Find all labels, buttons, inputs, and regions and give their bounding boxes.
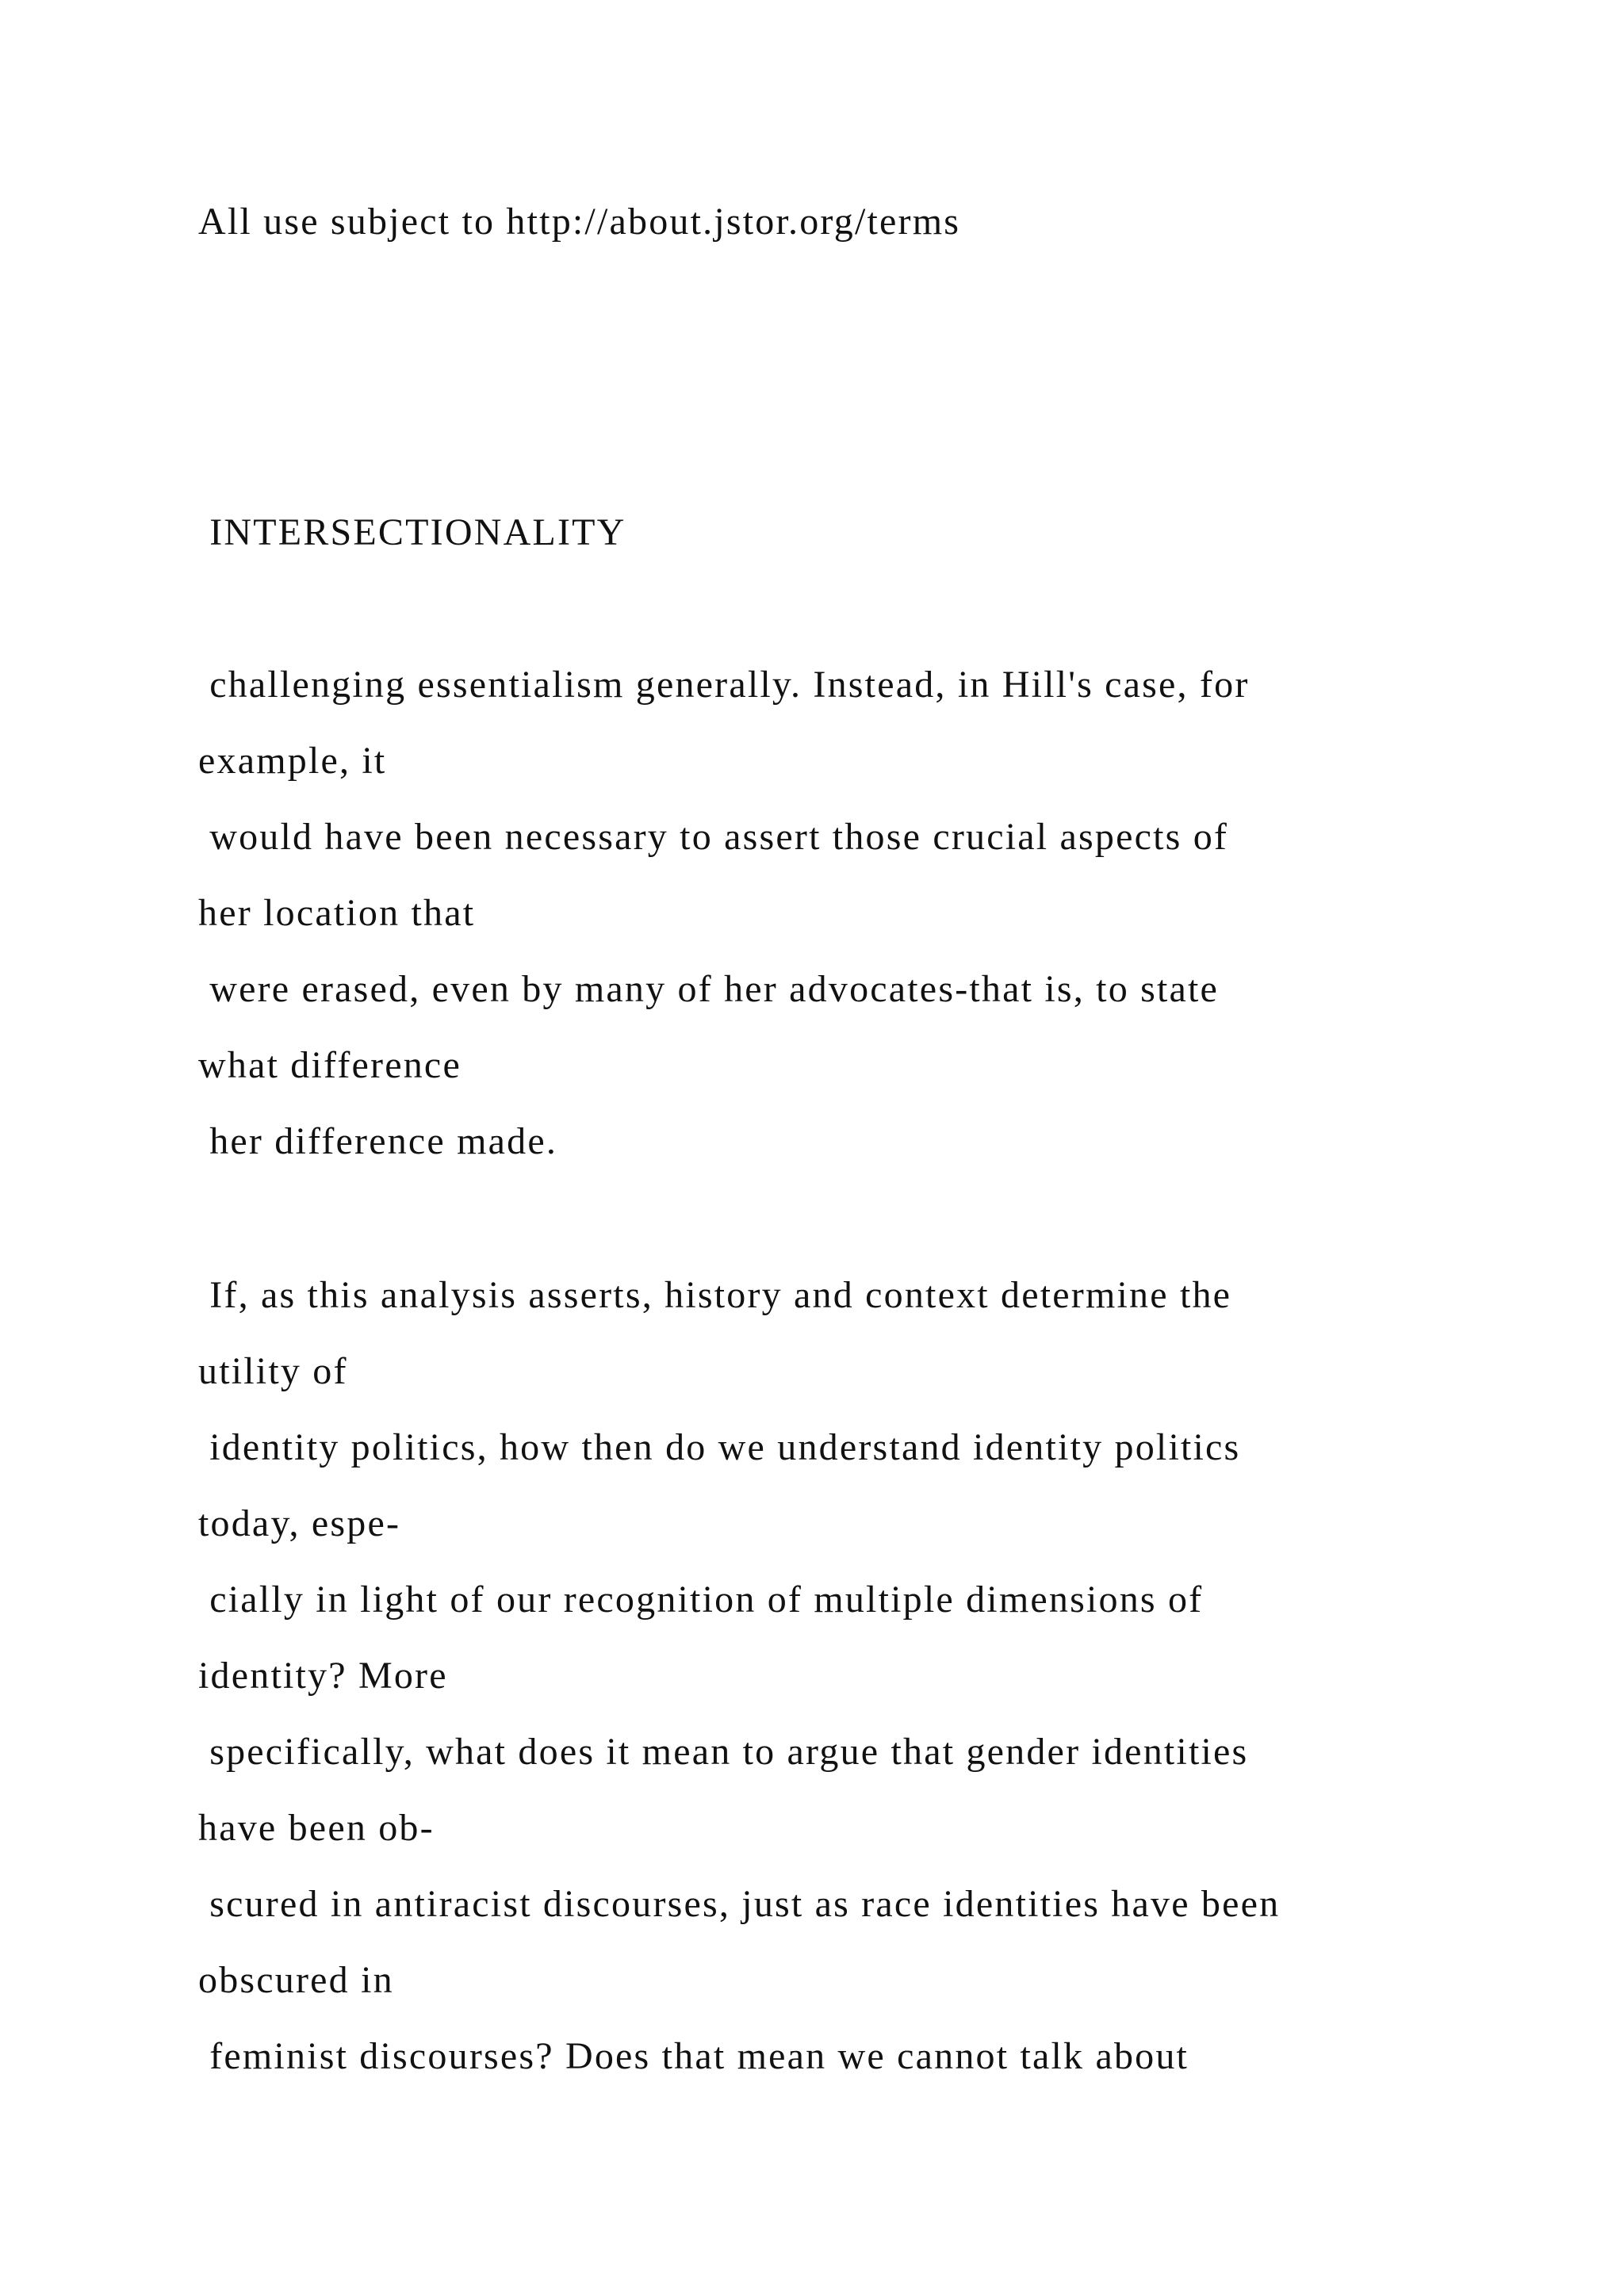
text-line: scured in antiracist discourses, just as race identities have been (198, 1883, 1281, 1925)
text-line: today, espe- (198, 1502, 401, 1544)
jstor-terms-line: All use subject to http://about.jstor.org/terms (198, 201, 961, 243)
text-line: If, as this analysis asserts, history and context determine the (198, 1274, 1232, 1316)
text-line: were erased, even by many of her advocates-that is, to state (198, 968, 1220, 1010)
text-line: example, it (198, 740, 387, 782)
text-line: her location that (198, 892, 476, 934)
text-line: would have been necessary to assert those crucial aspects of (198, 816, 1229, 858)
text-line: her difference made. (198, 1120, 558, 1162)
text-line: utility of (198, 1350, 348, 1392)
text-line: identity politics, how then do we understand identity politics (198, 1426, 1241, 1468)
text-line: obscured in (198, 1959, 394, 2001)
section-heading: INTERSECTIONALITY (198, 511, 626, 553)
text-line: challenging essentialism generally. Instead, in Hill's case, for (198, 664, 1250, 706)
text-line: identity? More (198, 1655, 448, 1697)
text-line: what difference (198, 1044, 462, 1086)
text-line: feminist discourses? Does that mean we cannot talk about (198, 2035, 1189, 2077)
text-line: specifically, what does it mean to argue that gender identities (198, 1731, 1249, 1773)
text-line: have been ob- (198, 1807, 435, 1849)
text-line: cially in light of our recognition of multiple dimensions of (198, 1578, 1204, 1621)
